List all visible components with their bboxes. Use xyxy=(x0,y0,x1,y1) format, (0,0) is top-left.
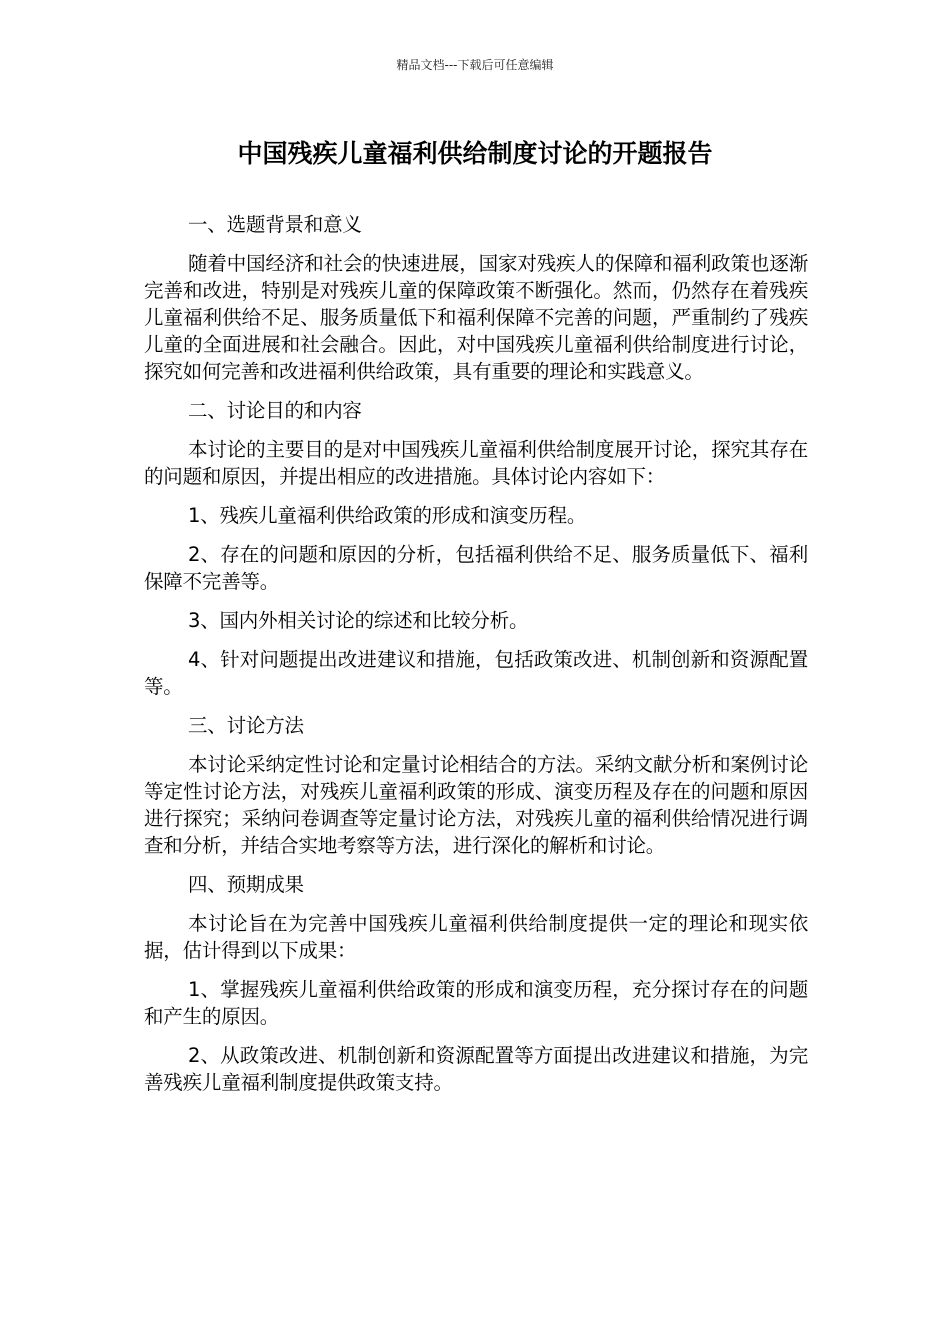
section-heading-methods: 三、讨论方法 xyxy=(188,714,304,737)
document-title: 中国残疾儿童福利供给制度讨论的开题报告 xyxy=(237,139,713,168)
list-item-outcome-1: 1、掌握残疾儿童福利供给政策的形成和演变历程，充分探讨存在的问题和产生的原因。 xyxy=(144,978,808,1028)
list-item-content-2: 2、存在的问题和原因的分析，包括福利供给不足、服务质量低下、福利保障不完善等。 xyxy=(144,543,808,593)
list-item-content-4: 4、针对问题提出改进建议和措施，包括政策改进、机制创新和资源配置等。 xyxy=(144,648,808,698)
section-heading-background: 一、选题背景和意义 xyxy=(188,213,362,236)
list-item-outcome-2: 2、从政策改进、机制创新和资源配置等方面提出改进建议和措施，为完善残疾儿童福利制度提供政策支持。 xyxy=(144,1044,808,1094)
list-item-content-3: 3、国内外相关讨论的综述和比较分析。 xyxy=(188,609,529,632)
paragraph-methods: 本讨论采纳定性讨论和定量讨论相结合的方法。采纳文献分析和案例讨论等定性讨论方法，对残疾儿童福利政策的形成、演变历程及存在的问题和原因进行探究；采纳问卷调查等定量讨论方法，对残疾儿童的福利供给情况进行调查和分析，并结合实地考察等方法，进行深化的解析和讨论。 xyxy=(144,753,808,857)
paragraph-background: 随着中国经济和社会的快速进展，国家对残疾人的保障和福利政策也逐渐完善和改进，特别是对残疾儿童的保障政策不断强化。然而，仍然存在着残疾儿童福利供给不足、服务质量低下和福利保障不完善的问题，严重制约了残疾儿童的全面进展和社会融合。因此，对中国残疾儿童福利供给制度进行讨论，探究如何完善和改进福利供给政策，具有重要的理论和实践意义。 xyxy=(144,252,808,383)
section-heading-outcomes: 四、预期成果 xyxy=(188,873,304,896)
page-header: 精品文档---下载后可任意编辑 xyxy=(396,58,554,72)
paragraph-objectives: 本讨论的主要目的是对中国残疾儿童福利供给制度展开讨论，探究其存在的问题和原因，并提出相应的改进措施。具体讨论内容如下： xyxy=(144,438,808,488)
paragraph-outcomes: 本讨论旨在为完善中国残疾儿童福利供给制度提供一定的理论和现实依据，估计得到以下成果： xyxy=(144,912,808,962)
section-heading-objectives: 二、讨论目的和内容 xyxy=(188,399,362,422)
list-item-content-1: 1、残疾儿童福利供给政策的形成和演变历程。 xyxy=(188,504,587,527)
document-body xyxy=(144,211,808,1108)
